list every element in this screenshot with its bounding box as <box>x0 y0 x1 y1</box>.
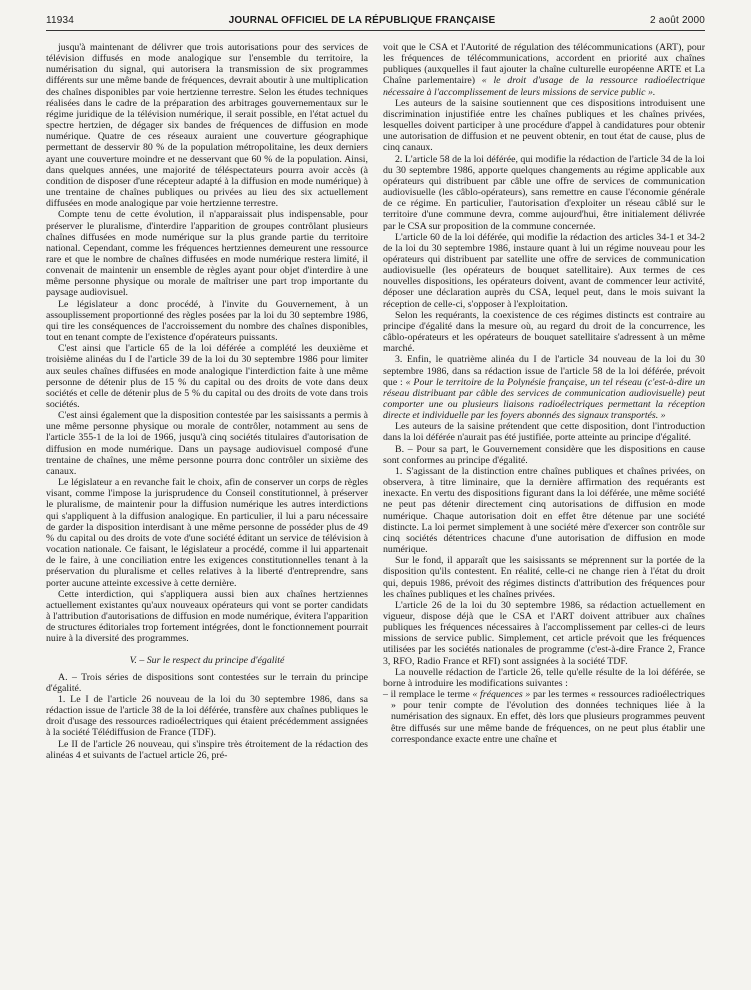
paragraph-text: 1. S'agissant de la distinction entre chaînes publiques et chaînes privées, on observera, à titre liminaire, que la dernière affirmation des requérants est inexacte. En vertu des dispositions figurant dans la loi déférée, une même société ne peut pas détenir directement cinq autorisations de diffusion en mode numérique. Chaque autorisation doit en effet être détenue par une société distincte. La loi permet simplement à une société mère d'exercer son contrôle sur cinq sociétés détentrices chacune d'une autorisation de diffusion en mode numérique. <box>383 465 705 556</box>
paragraph <box>383 421 705 443</box>
left-column <box>46 42 368 761</box>
page-number: 11934 <box>46 14 75 26</box>
paragraph-text: C'est ainsi également que la disposition contestée par les saisissants a permis à une même personne physique ou morale de contrôler, notamment au sens de l'article 355-1 de la loi de 1966, jusqu'à cinq sociétés titulaires d'autorisation de diffusion en mode numérique. Dans un paysage audiovisuel composé d'une trentaine de chaînes, une même personne pourra donc contrôler un sixième des canaux. <box>46 410 368 477</box>
header-rule <box>46 30 705 31</box>
paragraph-text: A. – Trois séries de dispositions sont contestées sur le terrain du principe d'égalité. <box>46 671 368 694</box>
paragraph <box>383 98 705 154</box>
paragraph-text: L'article 60 de la loi déférée, qui modifie la rédaction des articles 34-1 et 34-2 de la loi du 30 septembre 1986, instaure quant à lui un régime nouveau pour les opérateurs qui distribuent par satellite une offre de services de communication audiovisuelle (les opérateurs de bouquet satellitaire). Aux termes de ces nouvelles dispositions, les opérateurs doivent, avant de commencer leur activité, déposer une déclaration auprès du CSA, lequel peut, dans le mois suivant la réception de celle-ci, s'opposer à l'exploitation. <box>383 231 705 310</box>
paragraph <box>383 466 705 555</box>
paragraph <box>46 299 368 344</box>
paragraph <box>383 444 705 466</box>
paragraph-text: Le II de l'article 26 nouveau, qui s'inspire très étroitement de la rédaction des alinéas 4 et suivants de l'actuel article 26, pré- <box>46 738 368 761</box>
paragraph <box>46 477 368 589</box>
paragraph <box>383 310 705 355</box>
right-column <box>383 42 705 745</box>
paragraph-text: 1. Le I de l'article 26 nouveau de la loi du 30 septembre 1986, dans sa rédaction issue de l'article 38 de la loi déférée, transfère aux chaînes publiques le droit d'usage des ressources radioélectriques qui étaient précédemment assignées à la société Télédiffusion de France (TDF). <box>46 693 368 739</box>
paragraph <box>46 343 368 410</box>
paragraph-text: La nouvelle rédaction de l'article 26, telle qu'elle résulte de la loi déférée, se borne à introduire les modifications suivantes : <box>383 666 705 689</box>
paragraph <box>383 354 705 421</box>
paragraph <box>46 694 368 739</box>
paragraph <box>46 410 368 477</box>
paragraph-text: Cette interdiction, qui s'appliquera aussi bien aux chaînes hertziennes actuellement existantes qu'aux nouveaux opérateurs qui vont se porter candidats à l'attribution d'autorisations de diffusion en mode numérique, évitera l'apparition de structures éditoriales trop fortement intégrées, dont le fonctionnement pourrait nuire à la diversité des programmes. <box>46 588 368 645</box>
paragraph <box>383 154 705 232</box>
section-heading <box>46 655 368 666</box>
paragraph <box>46 42 368 209</box>
journal-title: JOURNAL OFFICIEL DE LA RÉPUBLIQUE FRANÇAISE <box>228 14 496 26</box>
paragraph <box>46 209 368 298</box>
paragraph-text: 3. Enfin, le quatrième alinéa du I de l'article 34 nouveau de la loi du 30 septembre 1986, dans sa rédaction issue de l'article 58 de la loi déférée, prévoit que : <box>383 354 705 388</box>
paragraph-text: Les auteurs de la saisine prétendent que cette disposition, dont l'introduction dans la loi déférée n'aurait pas été justifiée, porte atteinte au principe d'égalité. <box>383 421 705 444</box>
quoted-text: « fréquences » <box>472 689 531 701</box>
page-header <box>46 12 705 28</box>
paragraph <box>46 589 368 645</box>
paragraph-text: Sur le fond, il apparaît que les saisissants se méprennent sur la portée de la disposition qu'ils contestent. En réalité, celle-ci ne change rien à l'état du droit qui, depuis 1986, prévoit des régimes distincts d'attribution des fréquences pour les chaînes publiques et les chaînes privées. <box>383 555 705 600</box>
paragraph <box>383 667 705 689</box>
paragraph <box>46 739 368 761</box>
paragraph-text: 2. L'article 58 de la loi déférée, qui modifie la rédaction de l'article 34 de la loi du 30 septembre 1986, apporte quelques changements au régime applicable aux opérateurs qui distribuent par câble une offre de services de communication audiovisuelle (les câblo-opérateurs), sans remettre en cause l'économie générale de ce régime. En particulier, l'autorisation d'exploiter un réseau câblé sur le territoire d'une commune devra, comme aujourd'hui, être initialement délivrée par le CSA sur proposition de la commune concernée. <box>383 153 705 232</box>
paragraph-text: – il remplace le terme <box>383 689 473 701</box>
paragraph <box>383 600 705 667</box>
paragraph-text: Les auteurs de la saisine soutiennent que ces dispositions introduisent une discrimination injustifiée entre les chaînes publiques et les chaînes privées, lesquelles doivent participer à une procédure d'appel à candidatures pour obtenir une autorisation de diffusion et ne peuvent obtenir, en tout état de cause, plus de cinq canaux. <box>383 97 705 154</box>
paragraph-text: par les termes « ressources radioélectriques » pour tenir compte de l'évolution des données techniques liée à la numérisation des signaux. En effet, dès lors que plusieurs programmes peuvent être diffusés sur une même bande de fréquences, on ne peut plus établir une correspondance exacte entre une chaîne et <box>391 689 705 745</box>
quoted-text: « le droit d'usage de la ressource radioélectrique nécessaire à l'accomplissement de leurs missions de service public ». <box>383 75 706 98</box>
paragraph-text: Selon les requérants, la coexistence de ces régimes distincts est contraire au principe d'égalité dans la mesure où, au regard du droit de la concurrence, les câblo-opérateurs et les opérateurs de bouquet satellitaire s'adressent à un même marché. <box>383 309 705 355</box>
paragraph-text: Le législateur a en revanche fait le choix, afin de conserver un corps de règles visant, comme l'impose la jurisprudence du Conseil constitutionnel, à préserver le pluralisme, de maintenir pour la diffusion numérique les autres interdictions qui s'appliquent à la diffusion analogique. En particulier, il lui a paru nécessaire de garder la disposition interdisant à une même personne de posséder plus de 49 % du capital ou des droits de vote d'une société éditant un service de télévision à vocation nationale. Ce faisant, le législateur a procédé, comme il lui appartenait de le faire, à une conciliation entre les exigences constitutionnelles tenant à la préservation du pluralisme et celles relatives à la liberté d'entreprendre, sans porter aucune atteinte excessive à cette dernière. <box>46 477 368 589</box>
paragraph <box>383 689 705 745</box>
paragraph-text: B. – Pour sa part, le Gouvernement considère que les dispositions en cause sont conformes au principe d'égalité. <box>383 443 705 466</box>
paragraph-text: Compte tenu de cette évolution, il n'apparaissait plus indispensable, pour préserver le pluralisme, d'interdire l'apparition de groupes contrôlant plusieurs chaînes diffusées en mode numérique sur la plus grande partie du territoire national. Cependant, comme les fréquences hertziennes demeurent une ressource rare et que le nombre de chaînes diffusées en mode numérique restera limité, il convenait de maintenir un ensemble de règles ayant pour objet d'interdire à une même personne physique ou morale de maîtriser une part trop importante du paysage audiovisuel. <box>46 209 368 299</box>
paragraph-text: V. – Sur le respect du principe d'égalité <box>129 655 285 667</box>
paragraph-text: L'article 26 de la loi du 30 septembre 1986, sa rédaction actuellement en vigueur, dispose déjà que le CSA et l'ART doivent attribuer aux chaînes publiques les fréquences nécessaires à l'accomplissement par celles-ci de leurs missions de service public. Simplement, cet article prévoit que les fréquences utilisées par les sociétés nationales de programme (c'est-à-dire France 2, France 3, RFO, Radio France et RFI) sont assignées à la société TDF. <box>383 599 705 667</box>
paragraph <box>46 672 368 694</box>
paragraph <box>383 232 705 310</box>
paragraph <box>383 555 705 600</box>
paragraph-text: C'est ainsi que l'article 65 de la loi déférée a complété les deuxième et troisième alinéas du I de l'article 39 de la loi du 30 septembre 1986 pour limiter aux seules chaînes diffusées en mode analogique l'interdiction faite à une même personne de détenir plus de 15 % du capital ou des droits de vote dans deux sociétés et celle de détenir plus de 5 % du capital ou des droits de vote dans trois sociétés. <box>46 343 368 410</box>
quoted-text: « Pour le territoire de la Polynésie française, un tel réseau (c'est-à-dire un réseau distribuant par câble des services de communication audiovisuelle) peut comporter une ou plusieurs liaisons radioélectriques permettant la réception directe et individuelle par les foyers abonnés des signaux transportés. » <box>383 376 705 422</box>
paragraph <box>383 42 705 98</box>
publication-date: 2 août 2000 <box>649 14 705 26</box>
paragraph-text: Le législateur a donc procédé, à l'invite du Gouvernement, à un assouplissement proportionné des règles posées par la loi du 30 septembre 1986, qui tire les conséquences de l'accroissement du nombre des chaînes disponibles, tout en tenant compte de l'existence d'opérateurs puissants. <box>46 298 368 344</box>
paragraph-text: jusqu'à maintenant de délivrer que trois autorisations pour des services de télévision diffusés en mode analogique sur l'ensemble du territoire, la numérisation du signal, qui autorisera la transmission de six programmes différents sur une même bande de fréquences, devrait aboutir à une multiplication des chaînes disponibles par voie hertzienne terrestre. Selon les études techniques réalisées dans le cadre de la préparation des arbitrages gouvernementaux sur le régime juridique de la télévision numérique, il serait possible, en l'état actuel du spectre hertzien, de dégager six bandes de fréquences de diffusion en mode numérique. Quatre de ces réseaux auraient une couverture géographique permettant de desservir 80 % de la population métropolitaine, les deux derniers ayant une couverture moindre et ne desservant que 60 % de la population. Ainsi, dans quelques années, une majorité de téléspectateurs pourra avoir accès (à condition de disposer d'une récepteur adapté à la diffusion en mode numérique) à une trentaine de chaînes publiques ou privées au lieu des six actuellement diffusées en mode analogique par voie hertzienne terrestre. <box>46 42 368 210</box>
paragraph-text: voit que le CSA et l'Autorité de régulation des télécommunications (ART), pour les fréquences de télécommunications, accordent en priorité aux chaînes publiques (auxquelles il faut ajouter la chaîne culturelle européenne ARTE et La Chaîne parlementaire) <box>383 42 705 87</box>
